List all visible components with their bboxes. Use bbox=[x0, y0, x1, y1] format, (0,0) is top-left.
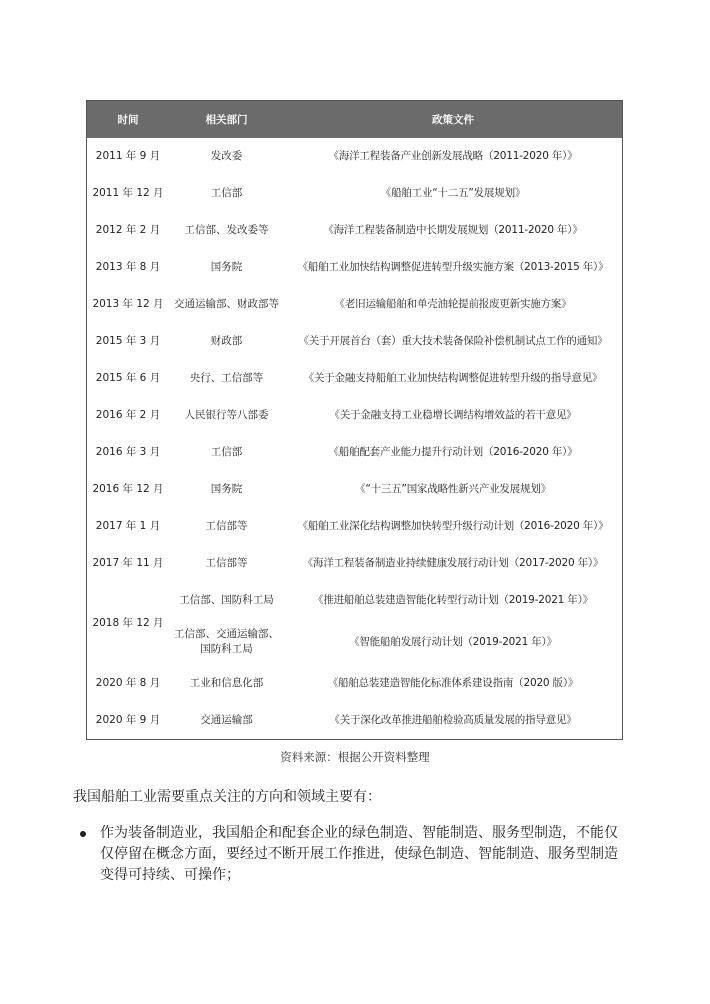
cell-dept: 工业和信息化部 bbox=[189, 677, 264, 689]
table-row bbox=[87, 665, 622, 702]
cell-doc: 《推进船舶总装建造智能化转型行动计划（2019-2021 年）》 bbox=[313, 594, 593, 606]
cell-doc: 《关于开展首台（套）重大技术装备保险补偿机制试点工作的通知》 bbox=[298, 335, 608, 347]
cell-dept-multiline bbox=[169, 619, 284, 665]
header-time: 时间 bbox=[87, 101, 169, 138]
cell-doc: 《智能船舶发展行动计划（2019-2021 年）》 bbox=[349, 635, 557, 648]
table-row bbox=[87, 545, 622, 582]
policy-table bbox=[87, 101, 622, 739]
cell-doc: 《海洋工程装备制造中长期发展规划（2011-2020 年）》 bbox=[323, 224, 583, 236]
cell-dept: 央行、工信部等 bbox=[189, 372, 264, 384]
cell-dept: 交通运输部 bbox=[200, 714, 253, 726]
bullet-item bbox=[75, 823, 635, 886]
cell-doc: 《“十三五”国家战略性新兴产业发展规划》 bbox=[355, 483, 551, 495]
cell-time: 2016 年 12 月 bbox=[92, 483, 164, 495]
cell-time: 2017 年 11 月 bbox=[92, 557, 164, 569]
cell-time: 2015 年 6 月 bbox=[95, 372, 161, 384]
intro-paragraph: 我国船舶工业需要重点关注的方向和领域主要有： bbox=[73, 789, 381, 805]
header-doc: 政策文件 bbox=[284, 101, 622, 138]
cell-time: 2012 年 2 月 bbox=[95, 224, 161, 236]
cell-dept: 工信部 bbox=[210, 187, 243, 199]
cell-time: 2013 年 12 月 bbox=[92, 298, 164, 310]
cell-doc: 《海洋工程装备制造业持续健康发展行动计划（2017-2020 年）》 bbox=[302, 557, 604, 569]
table-row bbox=[87, 397, 622, 434]
table-row bbox=[87, 249, 622, 286]
cell-doc: 《关于金融支持工业稳增长调结构增效益的若干意见》 bbox=[329, 409, 577, 421]
table-row-merged bbox=[87, 582, 622, 619]
cell-doc: 《船舶配套产业能力提升行动计划（2016-2020 年）》 bbox=[328, 446, 578, 458]
cell-doc: 《关于深化改革推进船舶检验高质量发展的指导意见》 bbox=[329, 714, 577, 726]
table-header-row bbox=[87, 101, 622, 138]
cell-doc: 《关于金融支持船舶工业加快结构调整促进转型升级的指导意见》 bbox=[303, 372, 603, 384]
table-source-note: 资料来源：根据公开资料整理 bbox=[280, 750, 430, 764]
cell-dept: 交通运输部、财政部等 bbox=[174, 298, 279, 310]
cell-time-merged: 2018 年 12 月 bbox=[92, 617, 164, 629]
cell-doc: 《船舶工业“十二五”发展规划》 bbox=[380, 187, 526, 199]
cell-time: 2016 年 2 月 bbox=[95, 409, 161, 421]
cell-time: 2013 年 8 月 bbox=[95, 261, 161, 273]
table-row bbox=[87, 323, 622, 360]
cell-dept: 工信部、发改委等 bbox=[184, 224, 269, 236]
cell-dept: 国务院 bbox=[210, 261, 243, 273]
cell-dept: 工信部等 bbox=[205, 520, 248, 532]
cell-time: 2016 年 3 月 bbox=[95, 446, 161, 458]
cell-time: 2011 年 12 月 bbox=[92, 187, 164, 199]
cell-dept: 国务院 bbox=[210, 483, 243, 495]
cell-dept: 工信部、国防科工局 bbox=[179, 594, 274, 606]
cell-dept: 发改委 bbox=[210, 150, 243, 162]
table-row bbox=[87, 138, 622, 175]
cell-time: 2020 年 8 月 bbox=[95, 677, 161, 689]
cell-time: 2017 年 1 月 bbox=[95, 520, 161, 532]
cell-doc: 《船舶工业深化结构调整加快转型升级行动计划（2016-2020 年）》 bbox=[297, 520, 609, 532]
policy-table-container bbox=[86, 100, 623, 740]
bullet-dot-icon bbox=[80, 831, 86, 837]
table-row bbox=[87, 360, 622, 397]
bullet-list bbox=[75, 823, 635, 886]
cell-doc: 《船舶总装建造智能化标准体系建设指南（2020 版）》 bbox=[327, 677, 579, 689]
cell-dept: 人民银行等八部委 bbox=[184, 409, 269, 421]
table-row bbox=[87, 508, 622, 545]
dept-line-2: 国防科工局 bbox=[200, 643, 253, 655]
cell-doc: 《老旧运输船舶和单壳油轮提前报废更新实施方案》 bbox=[334, 298, 572, 310]
table-row bbox=[87, 702, 622, 739]
table-row bbox=[87, 471, 622, 508]
bullet-line: 仅停留在概念方面，要经过不断开展工作推进，使绿色制造、智能制造、服务型制造 bbox=[100, 846, 618, 862]
bullet-line: 作为装备制造业，我国船企和配套企业的绿色制造、智能制造、服务型制造，不能仅 bbox=[100, 825, 618, 841]
dept-line-1: 工信部、交通运输部、 bbox=[174, 628, 279, 640]
header-dept: 相关部门 bbox=[169, 101, 284, 138]
table-row bbox=[87, 175, 622, 212]
cell-time: 2015 年 3 月 bbox=[95, 335, 161, 347]
cell-time: 2020 年 9 月 bbox=[95, 714, 161, 726]
cell-time: 2011 年 9 月 bbox=[95, 150, 161, 162]
table-row bbox=[87, 286, 622, 323]
cell-doc: 《海洋工程装备产业创新发展战略（2011-2020 年）》 bbox=[328, 150, 578, 162]
table-row bbox=[87, 212, 622, 249]
cell-dept: 财政部 bbox=[210, 335, 243, 347]
table-row bbox=[87, 434, 622, 471]
cell-dept: 工信部 bbox=[210, 446, 243, 458]
cell-dept: 工信部等 bbox=[205, 557, 248, 569]
cell-doc: 《船舶工业加快结构调整促进转型升级实施方案（2013-2015 年）》 bbox=[297, 261, 609, 273]
bullet-line: 变得可持续、可操作； bbox=[100, 867, 240, 883]
